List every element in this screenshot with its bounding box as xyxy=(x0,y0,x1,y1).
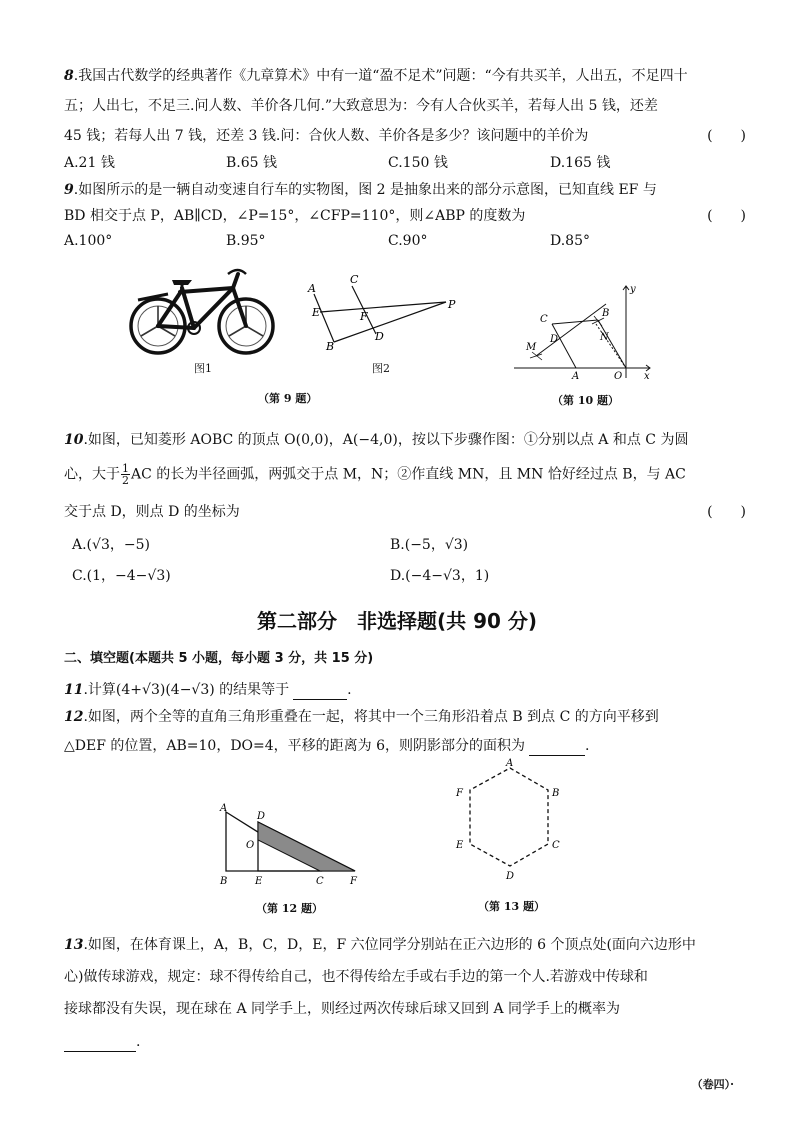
q8-option-a: A.21 钱 xyxy=(64,155,115,171)
q11-answer-blank[interactable] xyxy=(293,679,347,700)
label-a: A xyxy=(572,371,580,380)
label-p: P xyxy=(448,298,456,311)
q13-answer-blank[interactable] xyxy=(64,1031,136,1052)
line-ep xyxy=(320,302,446,312)
q10-option-d: D.(−4−√3，1) xyxy=(390,568,490,584)
q9-option-a: A.100° xyxy=(64,233,113,249)
q10-option-a: A.(√3，−5) xyxy=(72,537,150,553)
q10-line2: 心，大于 $\frac{1}{2}$ AC 的长为半径画弧，两弧交于点 M，N；②作直线 MN，且 MN 恰好经过点 B，与 AC xyxy=(64,462,686,487)
label-y: y xyxy=(630,284,636,295)
q9-option-b: B.95° xyxy=(226,233,266,249)
q13-answer-line: . xyxy=(64,1031,746,1052)
label-c: C xyxy=(316,876,324,887)
q9-answer-paren: ( ) xyxy=(707,208,746,224)
label-f: F xyxy=(350,876,357,887)
q10-number: 10 xyxy=(64,432,84,448)
label-b: B xyxy=(220,876,228,887)
label-b: B xyxy=(552,788,560,799)
q8-option-b: B.65 钱 xyxy=(226,155,278,171)
label-c: C xyxy=(552,840,560,851)
q11-line: 11.计算(4+√3)(4−√3) 的结果等于 . xyxy=(64,679,746,700)
q13-caption: （第 13 题） xyxy=(478,900,545,913)
label-a: A xyxy=(506,758,514,769)
page-footer: （卷四）· xyxy=(691,1078,734,1091)
q12-answer-blank[interactable] xyxy=(529,735,585,756)
q9-option-d: D.85° xyxy=(550,233,590,249)
fill-in-header: 二、填空题(本题共 5 小题，每小题 3 分，共 15 分) xyxy=(64,651,374,666)
q8-line1: 8.我国古代数学的经典著作《九章算术》中有一道“盈不足术”问题：“今有共买羊，人出五，不足四十 xyxy=(64,68,688,84)
label-o: O xyxy=(614,371,623,380)
q8-line2: 五；人出七，不足三.问人数、羊价各几何.”大致意思为：今有人合伙买羊，若每人出 5 钱，还差 xyxy=(64,98,658,114)
label-d: D xyxy=(375,330,384,343)
label-x: x xyxy=(644,371,650,380)
label-d: D xyxy=(550,334,559,345)
label-f: F xyxy=(456,788,463,799)
q10-line1: 10.如图，已知菱形 AOBC 的顶点 O(0,0)，A(−4,0)，按以下步骤作图：①分别以点 A 和点 C 为圆 xyxy=(64,432,689,448)
q9-geometry-figure xyxy=(300,266,470,356)
label-b: B xyxy=(602,308,610,319)
bicycle-figure xyxy=(128,258,278,358)
label-e: E xyxy=(255,876,263,887)
one-half-fraction: $\frac{1}{2}$ xyxy=(122,462,129,487)
q12-line2: △DEF 的位置，AB=10，DO=4，平移的距离为 6，则阴影部分的面积为 . xyxy=(64,735,746,756)
side-cb xyxy=(552,320,598,324)
label-a: A xyxy=(220,803,228,814)
q13-number: 13 xyxy=(64,937,84,953)
label-c: C xyxy=(540,314,548,325)
label-c: C xyxy=(350,273,359,286)
q9-caption: （第 9 题） xyxy=(258,392,318,405)
q8-number: 8 xyxy=(64,68,74,84)
label-b: B xyxy=(326,340,335,353)
line-mn xyxy=(536,304,606,356)
q10-option-b: B.(−5，√3) xyxy=(390,537,469,553)
q8-option-d: D.165 钱 xyxy=(550,155,611,171)
line-bp xyxy=(334,302,446,342)
q12-caption: （第 12 题） xyxy=(256,902,323,915)
label-f: F xyxy=(360,310,368,323)
q12-triangles-figure xyxy=(210,800,370,892)
label-d: D xyxy=(257,811,266,822)
q9-number: 9 xyxy=(64,182,74,198)
q11-number: 11 xyxy=(64,682,84,698)
q13-line1: 13.如图，在体育课上，A，B，C，D，E，F 六位同学分别站在正六边形的 6 个顶点处(面向六边形中 xyxy=(64,937,696,953)
label-m: M xyxy=(526,342,537,353)
label-e: E xyxy=(312,306,321,319)
q13-hexagon-figure xyxy=(448,756,578,886)
q8-answer-paren: ( ) xyxy=(707,128,746,144)
q10-option-c: C.(1，−4−√3) xyxy=(72,568,171,584)
q10-rhombus-figure xyxy=(510,280,660,380)
label-a: A xyxy=(308,282,316,295)
q9-fig1-caption: 图1 xyxy=(194,362,212,375)
q9-line2: BD 相交于点 P，AB∥CD，∠P=15°，∠CFP=110°，则∠ABP 的度数为 ( ) xyxy=(64,208,746,224)
q8-option-c: C.150 钱 xyxy=(388,155,448,171)
q10-answer-paren: ( ) xyxy=(707,504,746,520)
q10-line3: 交于点 D，则点 D 的坐标为 ( ) xyxy=(64,504,746,520)
q12-number: 12 xyxy=(64,709,84,725)
q9-option-c: C.90° xyxy=(388,233,428,249)
side-bo xyxy=(598,320,626,368)
label-o: O xyxy=(246,840,255,851)
q10-caption: （第 10 题） xyxy=(552,394,619,407)
label-d: D xyxy=(506,871,515,882)
hexagon xyxy=(470,768,548,866)
q13-line2: 心)做传球游戏，规定：球不得传给自己，也不得传给左手或右手边的第一个人.若游戏中传球和 xyxy=(64,969,648,985)
q8-line3: 45 钱；若每人出 7 钱，还差 3 钱.问：合伙人数、羊价各是多少？该问题中的羊价为 ( ) xyxy=(64,128,746,144)
q9-fig2-caption: 图2 xyxy=(372,362,390,375)
section-title: 第二部分 非选择题(共 90 分) xyxy=(256,609,538,633)
label-n: N xyxy=(600,332,609,343)
q9-line1: 9.如图所示的是一辆自动变速自行车的实物图，图 2 是抽象出来的部分示意图，已知直线 EF 与 xyxy=(64,182,657,198)
side-ac xyxy=(552,324,576,368)
q12-line1: 12.如图，两个全等的直角三角形重叠在一起，将其中一个三角形沿着点 B 到点 C 的方向平移到 xyxy=(64,709,659,725)
q13-line3: 接球都没有失误，现在球在 A 同学手上，则经过两次传球后球又回到 A 同学手上的概率为 xyxy=(64,1001,621,1017)
label-e: E xyxy=(456,840,464,851)
